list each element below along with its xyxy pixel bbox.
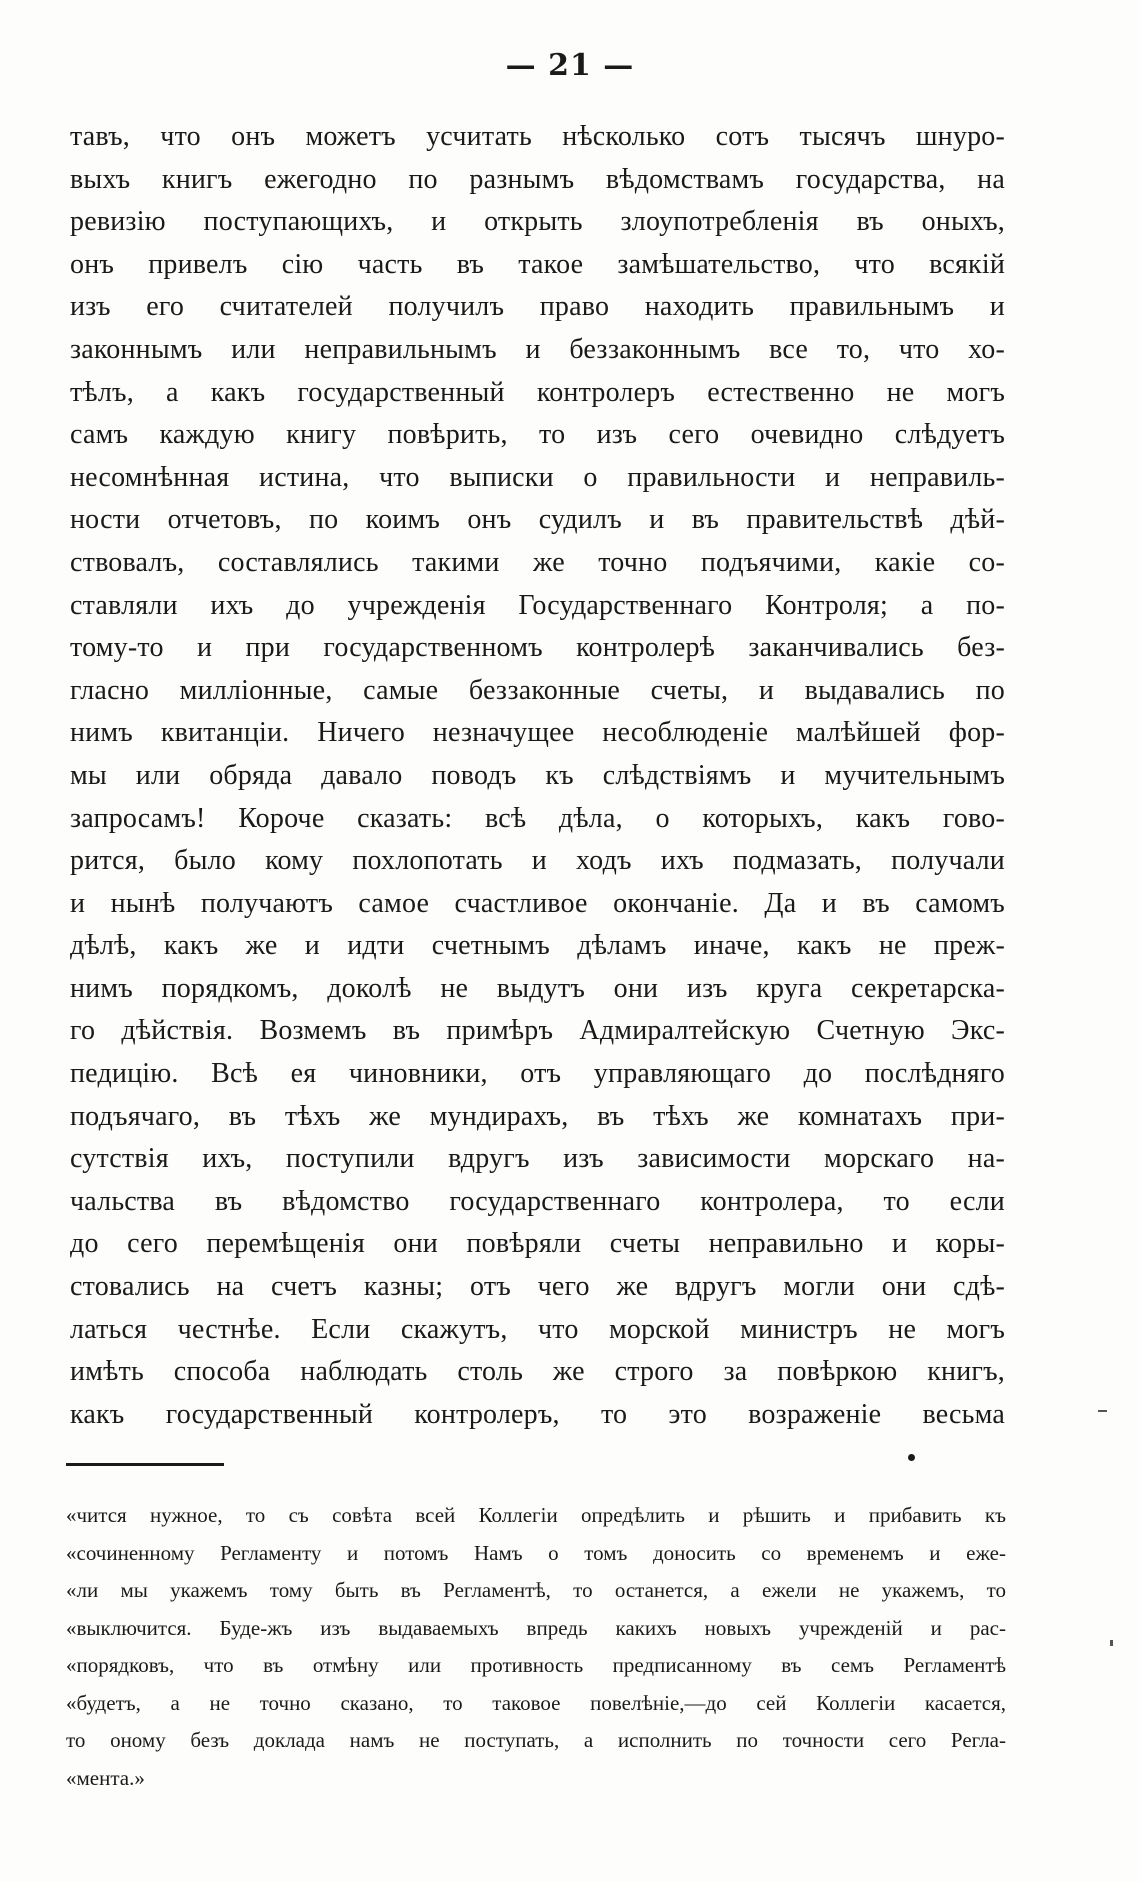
ink-dot — [908, 1454, 915, 1461]
text-line: ности отчетовъ, по коимъ онъ судилъ и въ правительствѣ дѣй- — [70, 504, 1005, 536]
text-line: нимъ квитанціи. Ничего незначущее несоблюденіе малѣйшей фор- — [70, 717, 1005, 749]
text-line: изъ его считателей получилъ право находить правильнымъ и — [70, 291, 1005, 323]
text-line: гласно милліонные, самые беззаконные счеты, и выдавались по — [70, 674, 1005, 706]
text-line: какъ государственный контролеръ, то это возраженіе весьма — [70, 1398, 1005, 1430]
footnote-line: «чится нужное, то съ совѣта всей Коллегіи опредѣлить и рѣшить и прибавить къ — [66, 1503, 1006, 1527]
text-line: самъ каждую книгу повѣрить, то изъ сего очевидно слѣдуетъ — [70, 419, 1005, 451]
text-line: ревизію поступающихъ, и открыть злоупотребленія въ оныхъ, — [70, 206, 1005, 238]
text-line: до сего перемѣщенія они повѣряли счеты неправильно и коры- — [70, 1228, 1005, 1260]
text-line: ставляли ихъ до учрежденія Государственнаго Контроля; а по- — [70, 589, 1005, 621]
text-line: нимъ порядкомъ, доколѣ не выдутъ они изъ круга секретарска- — [70, 972, 1005, 1004]
text-line: латься честнѣе. Если скажутъ, что морской министръ не могъ — [70, 1313, 1005, 1345]
text-line: тѣлъ, а какъ государственный контролеръ естественно не могъ — [70, 376, 1005, 408]
text-line: тавъ, что онъ можетъ усчитать нѣсколько сотъ тысячъ шнуро- — [70, 121, 1005, 152]
footnote-line: «порядковъ, что въ отмѣну или противность предписанному въ семъ Регламентѣ — [66, 1653, 1006, 1677]
footnote-line: «выключится. Буде-жъ изъ выдаваемыхъ впредь какихъ новыхъ учрежденій и рас- — [66, 1615, 1006, 1640]
text-line: сутствія ихъ, поступили вдругъ изъ зависимости морскаго на- — [70, 1143, 1005, 1175]
text-line: дѣлѣ, какъ же и идти счетнымъ дѣламъ иначе, какъ не преж- — [70, 930, 1005, 962]
footnote-line: «сочиненному Регламенту и потомъ Намъ о томъ доносить со временемъ и еже- — [66, 1540, 1006, 1565]
text-line: подъячаго, въ тѣхъ же мундирахъ, въ тѣхъ же комнатахъ при- — [70, 1100, 1005, 1132]
text-line: педицію. Всѣ ея чиновники, отъ управляющаго до послѣдняго — [70, 1058, 1005, 1090]
footnote-line: «будетъ, а не точно сказано, то таковое повелѣніе,—до сей Коллегіи касается, — [66, 1690, 1006, 1715]
text-line: мы или обряда давало поводъ къ слѣдствіямъ и мучительнымъ — [70, 759, 1005, 791]
main-text-block — [70, 116, 1005, 1436]
footnote-line: «ли мы укажемъ тому быть въ Регламентѣ, то останется, а ежели не укажемъ, то — [66, 1578, 1006, 1602]
text-line: го дѣйствія. Возмемъ въ примѣръ Адмиралтейскую Счетную Экс- — [70, 1015, 1005, 1047]
page-number: — 21 — — [505, 48, 635, 83]
text-line: выхъ книгъ ежегодно по разнымъ вѣдомствамъ государства, на — [70, 163, 1005, 195]
text-line: запросамъ! Короче сказать: всѣ дѣла, о которыхъ, какъ гово- — [70, 802, 1005, 834]
text-line: рится, было кому похлопотать и ходъ ихъ подмазать, получали — [70, 845, 1005, 877]
footnote-separator-rule — [66, 1463, 224, 1466]
text-line: и нынѣ получаютъ самое счастливое окончаніе. Да и въ самомъ — [70, 887, 1005, 919]
text-line: имѣть способа наблюдать столь же строго за повѣркою книгъ, — [70, 1356, 1005, 1388]
footnote-block — [66, 1497, 1006, 1797]
text-line: законнымъ или неправильнымъ и беззаконнымъ все то, что хо- — [70, 333, 1005, 365]
text-line: ствовалъ, составлялись такими же точно подъячими, какіе со- — [70, 546, 1005, 578]
text-line: онъ привелъ сію часть въ такое замѣшательство, что всякій — [70, 248, 1005, 280]
footnote-line: то оному безъ доклада намъ не поступать, а исполнить по точности сего Регла- — [66, 1728, 1006, 1752]
text-line: тому-то и при государственномъ контролерѣ заканчивались без- — [70, 632, 1005, 664]
margin-mark — [1098, 1410, 1107, 1412]
footnote-line: «мента.» — [66, 1765, 145, 1790]
text-line: чальства въ вѣдомство государственнаго контролера, то если — [70, 1185, 1005, 1217]
margin-mark — [1110, 1640, 1113, 1646]
text-line: стовались на счетъ казны; отъ чего же вдругъ могли они сдѣ- — [70, 1271, 1005, 1303]
text-line: несомнѣнная истина, что выписки о правильности и неправиль- — [70, 461, 1005, 493]
